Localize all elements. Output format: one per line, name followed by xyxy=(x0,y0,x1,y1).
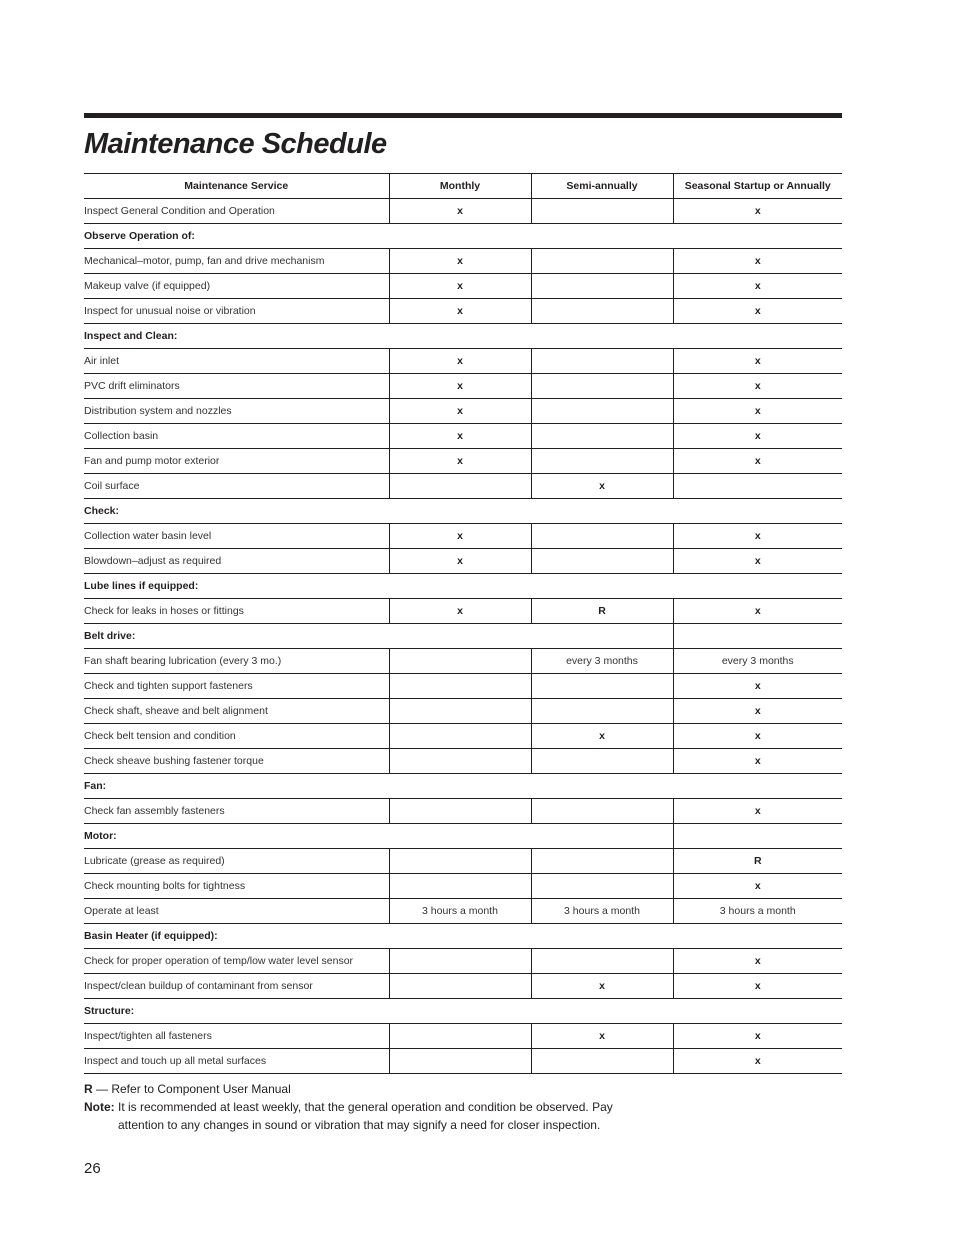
category-label: Structure: xyxy=(84,999,842,1024)
semi-annual-cell xyxy=(531,349,673,374)
semi-annual-cell: x xyxy=(531,724,673,749)
table-row xyxy=(84,349,842,374)
annual-cell: x xyxy=(673,1024,842,1049)
service-cell: Inspect for unusual noise or vibration xyxy=(84,299,389,324)
service-cell: Air inlet xyxy=(84,349,389,374)
service-cell: Fan shaft bearing lubrication (every 3 mo.) xyxy=(84,649,389,674)
category-label: Check: xyxy=(84,499,842,524)
semi-annual-cell xyxy=(531,449,673,474)
service-cell: Mechanical–motor, pump, fan and drive mechanism xyxy=(84,249,389,274)
annual-cell: x xyxy=(673,949,842,974)
service-cell: Check belt tension and condition xyxy=(84,724,389,749)
monthly-cell xyxy=(389,649,531,674)
category-row xyxy=(84,774,842,799)
annual-cell: x xyxy=(673,974,842,999)
monthly-cell xyxy=(389,724,531,749)
monthly-cell: x xyxy=(389,299,531,324)
annual-cell xyxy=(673,474,842,499)
category-row xyxy=(84,224,842,249)
table-row xyxy=(84,1024,842,1049)
table-row xyxy=(84,599,842,624)
annual-cell: x xyxy=(673,599,842,624)
semi-annual-cell: x xyxy=(531,1024,673,1049)
top-rule xyxy=(84,113,842,118)
table-row xyxy=(84,299,842,324)
table-row xyxy=(84,749,842,774)
semi-annual-cell xyxy=(531,799,673,824)
empty-cell xyxy=(673,624,842,649)
table-row xyxy=(84,549,842,574)
page-number: 26 xyxy=(84,1160,101,1177)
annual-cell: x xyxy=(673,249,842,274)
category-label: Lube lines if equipped: xyxy=(84,574,842,599)
header-semi-annually: Semi-annually xyxy=(531,174,673,199)
service-cell: Distribution system and nozzles xyxy=(84,399,389,424)
monthly-cell: x xyxy=(389,524,531,549)
category-row xyxy=(84,624,842,649)
monthly-cell xyxy=(389,749,531,774)
table-row xyxy=(84,1049,842,1074)
table-row xyxy=(84,674,842,699)
semi-annual-cell xyxy=(531,374,673,399)
semi-annual-cell xyxy=(531,849,673,874)
service-cell: Inspect/tighten all fasteners xyxy=(84,1024,389,1049)
semi-annual-cell xyxy=(531,424,673,449)
category-label: Basin Heater (if equipped): xyxy=(84,924,842,949)
table-row xyxy=(84,249,842,274)
service-cell: PVC drift eliminators xyxy=(84,374,389,399)
category-row xyxy=(84,999,842,1024)
annual-cell: 3 hours a month xyxy=(673,899,842,924)
annual-cell: x xyxy=(673,424,842,449)
monthly-cell: x xyxy=(389,249,531,274)
service-cell: Collection basin xyxy=(84,424,389,449)
semi-annual-cell: R xyxy=(531,599,673,624)
monthly-cell: 3 hours a month xyxy=(389,899,531,924)
monthly-cell xyxy=(389,674,531,699)
monthly-cell: x xyxy=(389,374,531,399)
category-label: Inspect and Clean: xyxy=(84,324,842,349)
category-label: Observe Operation of: xyxy=(84,224,842,249)
semi-annual-cell: x xyxy=(531,474,673,499)
table-row xyxy=(84,524,842,549)
table-row xyxy=(84,899,842,924)
note-line-1: It is recommended at least weekly, that the general operation and condition be observed. Pay xyxy=(114,1100,613,1114)
monthly-cell: x xyxy=(389,549,531,574)
annual-cell: x xyxy=(673,1049,842,1074)
category-row xyxy=(84,574,842,599)
annual-cell: x xyxy=(673,549,842,574)
service-cell: Check mounting bolts for tightness xyxy=(84,874,389,899)
semi-annual-cell xyxy=(531,749,673,774)
annual-cell: x xyxy=(673,699,842,724)
annual-cell: x xyxy=(673,749,842,774)
table-header-row xyxy=(84,174,842,199)
annual-cell: x xyxy=(673,274,842,299)
monthly-cell xyxy=(389,1049,531,1074)
service-cell: Makeup valve (if equipped) xyxy=(84,274,389,299)
annual-cell: x xyxy=(673,299,842,324)
annual-cell: every 3 months xyxy=(673,649,842,674)
service-cell: Check and tighten support fasteners xyxy=(84,674,389,699)
semi-annual-cell xyxy=(531,874,673,899)
annual-cell: x xyxy=(673,449,842,474)
page-title: Maintenance Schedule xyxy=(84,128,387,160)
monthly-cell: x xyxy=(389,399,531,424)
service-cell: Inspect/clean buildup of contaminant from sensor xyxy=(84,974,389,999)
annual-cell: x xyxy=(673,349,842,374)
category-row xyxy=(84,924,842,949)
monthly-cell: x xyxy=(389,274,531,299)
note-label: Note: xyxy=(84,1100,115,1114)
monthly-cell xyxy=(389,1024,531,1049)
service-cell: Coil surface xyxy=(84,474,389,499)
header-seasonal-startup: Seasonal Startup or Annually xyxy=(673,174,842,199)
table-row xyxy=(84,399,842,424)
annual-cell: x xyxy=(673,399,842,424)
category-row xyxy=(84,499,842,524)
semi-annual-cell: 3 hours a month xyxy=(531,899,673,924)
table-row xyxy=(84,424,842,449)
table-row xyxy=(84,724,842,749)
semi-annual-cell xyxy=(531,399,673,424)
service-cell: Operate at least xyxy=(84,899,389,924)
table-row xyxy=(84,449,842,474)
table-row xyxy=(84,699,842,724)
semi-annual-cell xyxy=(531,674,673,699)
semi-annual-cell xyxy=(531,699,673,724)
header-maintenance-service: Maintenance Service xyxy=(84,174,389,199)
monthly-cell: x xyxy=(389,599,531,624)
monthly-cell: x xyxy=(389,349,531,374)
annual-cell: x xyxy=(673,374,842,399)
service-cell: Check for leaks in hoses or fittings xyxy=(84,599,389,624)
semi-annual-cell xyxy=(531,524,673,549)
table-row xyxy=(84,649,842,674)
service-cell: Lubricate (grease as required) xyxy=(84,849,389,874)
category-row xyxy=(84,324,842,349)
note xyxy=(84,1098,684,1134)
semi-annual-cell xyxy=(531,549,673,574)
monthly-cell xyxy=(389,974,531,999)
category-label: Motor: xyxy=(84,824,673,849)
table-row xyxy=(84,199,842,224)
service-cell: Inspect and touch up all metal surfaces xyxy=(84,1049,389,1074)
service-cell: Check fan assembly fasteners xyxy=(84,799,389,824)
semi-annual-cell xyxy=(531,199,673,224)
monthly-cell xyxy=(389,799,531,824)
table-row xyxy=(84,274,842,299)
annual-cell: x xyxy=(673,799,842,824)
table-row xyxy=(84,799,842,824)
category-row xyxy=(84,824,842,849)
service-cell: Blowdown–adjust as required xyxy=(84,549,389,574)
table-body xyxy=(84,199,842,1074)
semi-annual-cell xyxy=(531,274,673,299)
table-row xyxy=(84,849,842,874)
maintenance-schedule-table xyxy=(84,173,842,1074)
service-cell: Check for proper operation of temp/low water level sensor xyxy=(84,949,389,974)
category-label: Belt drive: xyxy=(84,624,673,649)
note-line-2: attention to any changes in sound or vibration that may signify a need for closer inspection. xyxy=(118,1118,601,1132)
annual-cell: x xyxy=(673,874,842,899)
monthly-cell: x xyxy=(389,424,531,449)
header-monthly: Monthly xyxy=(389,174,531,199)
monthly-cell: x xyxy=(389,449,531,474)
category-label: Fan: xyxy=(84,774,842,799)
semi-annual-cell: x xyxy=(531,974,673,999)
semi-annual-cell xyxy=(531,949,673,974)
monthly-cell xyxy=(389,874,531,899)
annual-cell: x xyxy=(673,199,842,224)
table-row xyxy=(84,974,842,999)
monthly-cell xyxy=(389,474,531,499)
monthly-cell xyxy=(389,849,531,874)
table-row xyxy=(84,874,842,899)
semi-annual-cell xyxy=(531,299,673,324)
legend-text: — Refer to Component User Manual xyxy=(92,1082,291,1096)
service-cell: Check sheave bushing fastener torque xyxy=(84,749,389,774)
service-cell: Check shaft, sheave and belt alignment xyxy=(84,699,389,724)
legend xyxy=(84,1080,291,1098)
monthly-cell xyxy=(389,949,531,974)
annual-cell: x xyxy=(673,674,842,699)
table-row xyxy=(84,949,842,974)
monthly-cell: x xyxy=(389,199,531,224)
table-row xyxy=(84,474,842,499)
service-cell: Fan and pump motor exterior xyxy=(84,449,389,474)
annual-cell: x xyxy=(673,524,842,549)
service-cell: Inspect General Condition and Operation xyxy=(84,199,389,224)
legend-symbol: R xyxy=(84,1082,93,1096)
semi-annual-cell: every 3 months xyxy=(531,649,673,674)
annual-cell: R xyxy=(673,849,842,874)
table-row xyxy=(84,374,842,399)
annual-cell: x xyxy=(673,724,842,749)
empty-cell xyxy=(673,824,842,849)
semi-annual-cell xyxy=(531,249,673,274)
semi-annual-cell xyxy=(531,1049,673,1074)
service-cell: Collection water basin level xyxy=(84,524,389,549)
monthly-cell xyxy=(389,699,531,724)
